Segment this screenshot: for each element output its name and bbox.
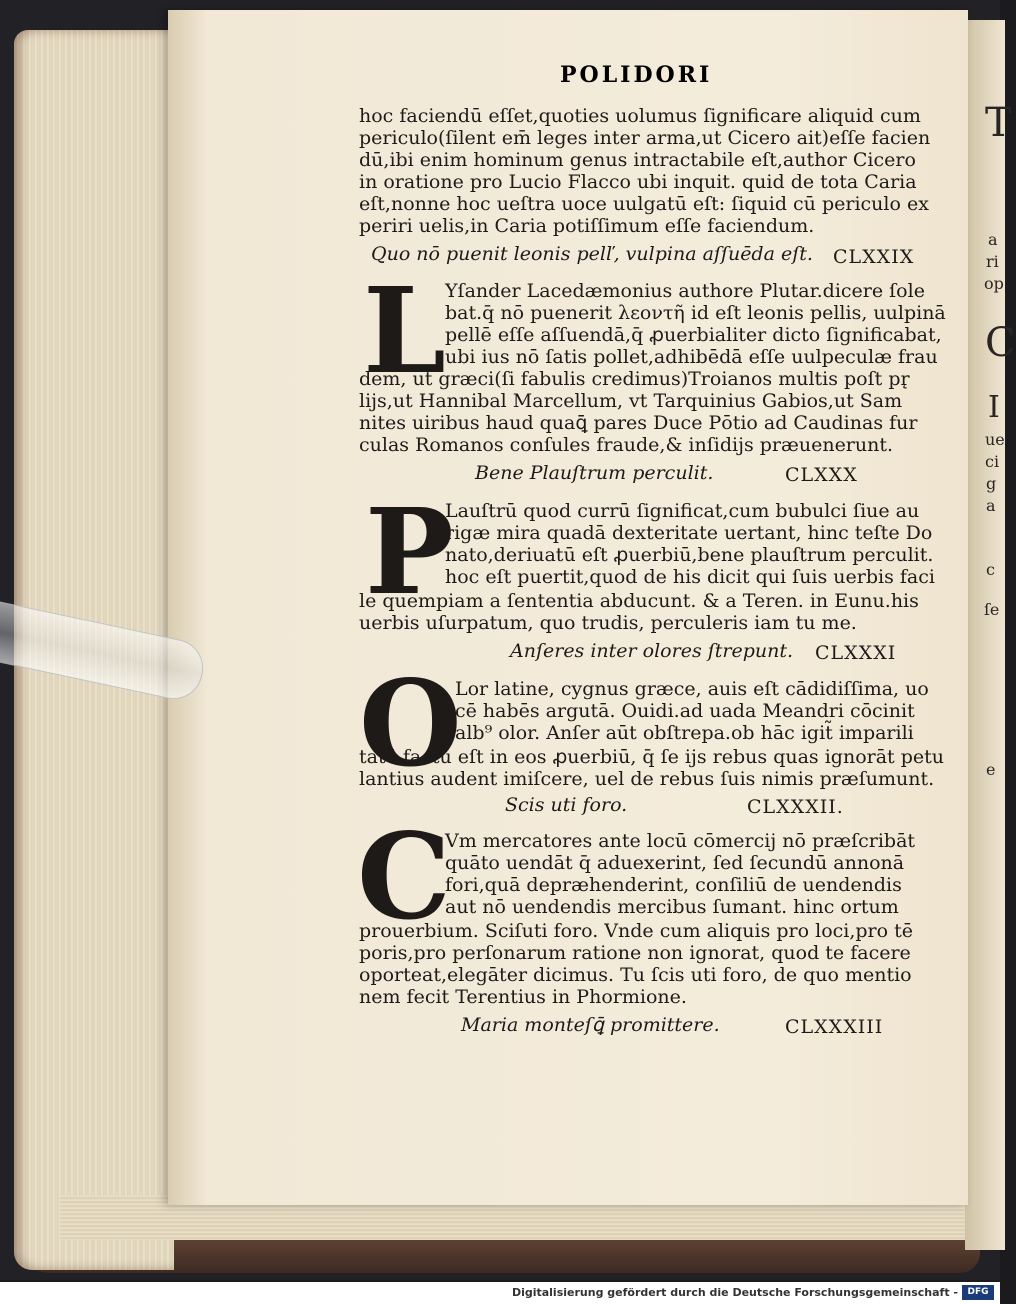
proverb-number: CLXXXII. bbox=[747, 796, 844, 818]
proverb-number: CLXXXIII bbox=[785, 1016, 884, 1038]
text-line: Lauſtrū quod currū ſignificat,cum bubulci ſiue au bbox=[445, 500, 920, 522]
text-line: uerbis uſurpatum, quo trudis, perculeris iam tu me. bbox=[359, 612, 857, 634]
text-line: nato,deriuatū eſt ꝓuerbiū,bene plauſtrum perculit. bbox=[445, 544, 934, 566]
text-line: lijs,ut Hannibal Marcellum, vt Tarquinius Gabios,ut Sam bbox=[359, 390, 903, 412]
facing-page-glyph: a bbox=[986, 496, 996, 515]
facing-page-glyph: op bbox=[984, 274, 1004, 293]
text-line: tatē factū eſt in eos ꝓuerbiū, q̄ ſe ijs rebus quas ignorāt petu bbox=[359, 746, 944, 768]
facing-page-glyph: c bbox=[986, 560, 995, 579]
text-line: dū,ibi enim hominum genus intractabile eſt,author Cicero bbox=[359, 149, 916, 171]
text-line: hoc eſt puertit,quod de his dicit qui ſuis uerbis faci bbox=[445, 566, 935, 588]
facing-page-glyph: ſe bbox=[984, 600, 1000, 619]
text-line: alb⁹ olor. Anſer aūt obſtrepa.ob hāc igit̃ imparili bbox=[455, 722, 914, 744]
text-line: Yſander Lacedæmonius authore Plutar.dicere ſole bbox=[445, 280, 925, 302]
facing-page bbox=[965, 20, 1005, 1250]
text-line: bat.q̄ nō puenerit λεοντῆ id eſt leonis pellis, uulpinā bbox=[445, 302, 946, 324]
proverb-heading: Anſeres inter olores ſtrepunt. bbox=[510, 640, 794, 662]
text-line: nem fecit Terentius in Phormione. bbox=[359, 986, 687, 1008]
facing-page-glyph: ue bbox=[985, 430, 1005, 449]
text-line: lantius audent imiſcere, uel de rebus ſuis nimis præſumunt. bbox=[359, 768, 935, 790]
proverb-number: CLXXIX bbox=[833, 246, 915, 268]
facing-page-glyph: ri bbox=[986, 252, 999, 271]
text-line: aut nō uendendis mercibus ſumant. hinc ortum bbox=[445, 896, 899, 918]
text-line: rigæ mira quadā dexteritate uertant, hinc teſte Do bbox=[445, 522, 933, 544]
text-line: Vm mercatores ante locū cōmercij nō præſcribāt bbox=[445, 830, 916, 852]
footer-bar bbox=[0, 1282, 1000, 1304]
text-line: nites uiribus haud quaꝗ̄ pares Duce Pōtio ad Caudinas fur bbox=[359, 412, 918, 434]
drop-cap-initial: C bbox=[357, 807, 451, 946]
text-line: poris,pro perſonarum ratione non ignorat, quod te facere bbox=[359, 942, 911, 964]
text-line: eſt,nonne hoc ueſtra uoce uulgatū eſt: ſiquid cū periculo ex bbox=[359, 193, 929, 215]
proverb-number: CLXXX bbox=[785, 464, 858, 486]
text-line: culas Romanos conſules fraude,& inſidijs præuenerunt. bbox=[359, 434, 894, 456]
drop-cap-initial: L bbox=[363, 261, 446, 400]
running-head: POLIDORI bbox=[560, 62, 713, 88]
text-line: periculo(ſilent em̄ leges inter arma,ut Cicero ait)eſſe facien bbox=[359, 127, 931, 149]
text-line: fori,quā depræhenderint, conſiliū de uendendis bbox=[445, 874, 902, 896]
text-line: in oratione pro Lucio Flacco ubi inquit. quid de tota Caria bbox=[359, 171, 917, 193]
facing-page-glyph: g bbox=[986, 474, 997, 493]
text-line: quāto uendāt q̄ aduexerint, ſed ſecundū annonā bbox=[445, 852, 905, 874]
text-line: ubi ius nō ſatis pollet,adhibēdā eſſe uulpeculæ frau bbox=[445, 346, 938, 368]
proverb-heading: Maria monteſꝗ̄ promittere. bbox=[461, 1014, 720, 1036]
proverb-number: CLXXXI bbox=[815, 642, 897, 664]
text-line: Lor latine, cygnus græce, auis eſt cādidiſſima, uo bbox=[455, 678, 929, 700]
text-line: cē habēs argutā. Ouidi.ad uada Meandri cōcinit bbox=[455, 700, 915, 722]
text-line: pellē eſſe aſſuendā,q̄ ꝓuerbialiter dicto ſignificabat, bbox=[445, 324, 942, 346]
text-line: periri uelis,in Caria potiſſimum eſſe faciendum. bbox=[359, 215, 815, 237]
proverb-heading: Scis uti foro. bbox=[505, 794, 628, 816]
text-line: dem, ut græci(ſi fabulis credimus)Troianos multis poſt pr̨ bbox=[359, 368, 910, 390]
facing-page-glyph: T bbox=[985, 100, 1012, 146]
proverb-heading: Bene Plauſtrum perculit. bbox=[475, 462, 714, 484]
text-line: hoc faciendū eſſet,quoties uolumus ſignificare aliquid cum bbox=[359, 105, 921, 127]
drop-cap-initial: O bbox=[359, 654, 462, 793]
facing-page-glyph: a bbox=[988, 230, 998, 249]
text-line: le quempiam a ſententia abducunt. & a Teren. in Eunu.his bbox=[359, 590, 919, 612]
proverb-heading: Quo nō puenit leonis pelľ, vulpina aſſuēda eſt. bbox=[371, 243, 813, 265]
dfg-logo-icon: DFG bbox=[962, 1285, 994, 1300]
text-line: oporteat,elegāter dicimus. Tu ſcis uti foro, de quo mentio bbox=[359, 964, 912, 986]
facing-page-glyph: I bbox=[988, 390, 1000, 425]
facing-page-glyph: C bbox=[985, 320, 1016, 366]
facing-page-glyph: e bbox=[986, 760, 996, 779]
drop-cap-initial: P bbox=[365, 482, 454, 621]
text-line: prouerbium. Sciſuti foro. Vnde cum aliquis pro loci,pro tē bbox=[359, 920, 913, 942]
facing-page-glyph: ci bbox=[985, 452, 1000, 471]
funding-credit: Digitalisierung gefördert durch die Deutsche Forschungsgemeinschaft - bbox=[511, 1286, 958, 1299]
